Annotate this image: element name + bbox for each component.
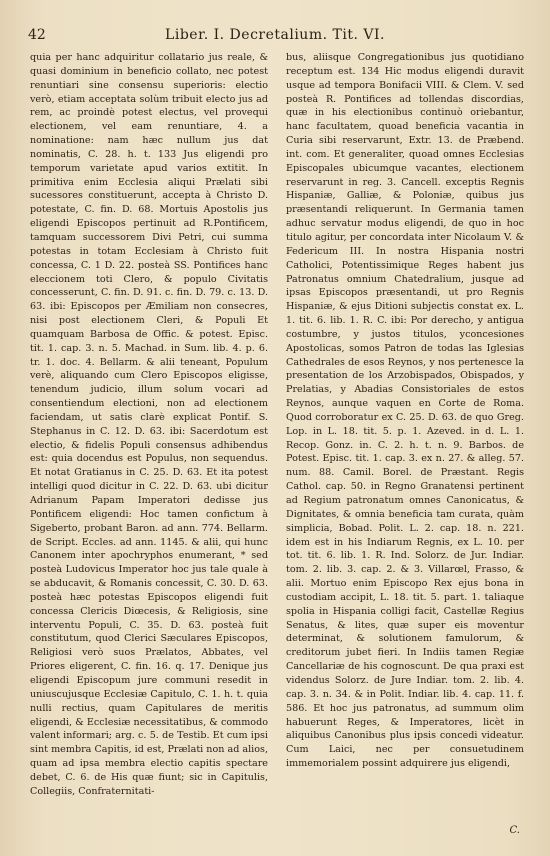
catchword: C. (509, 825, 520, 836)
left-column-text: quia per hanc adquiritur collatario jus reale, & quasi dominium in beneficio collato, nec potest renuntiari sine consensu superioris: electio verò, etiam acceptata solùm tribuit electo jus ad rem, ac proindè potest electus, vel provequi electionem, vel eam renuntiare, 4. a nominatione: nam hæc nullum jus dat nominatis, C. 28. h. t. 133 Jus eligendi pro temporum varietate apud varios extitit. In primitiva enim Ecclesia aliqui Prælati sibi sucessores constituerunt, accepta à Christo D. potestate, C. fin. D. 68. Mortuis Apostolis jus eligendi Episcopos pertinuit ad R.Pontificem, tamquam successorem Divi Petri, cui summa potestas in totam Ecclesiam à Christo fuit concessa, C. 1 D. 22. posteà SS. Pontifices hanc eleccionem toti Clero, & populo Civitatis concesserunt, C. fin. D. 91. c. fin. D. 79. c. 13. D. 63. ibi: Episcopos per Æmiliam non consecres, nisi post electionem Cleri, & Populi Et quamquam Barbosa de Offic. & potest. Episc. tit. 1. cap. 3. n. 5. Machad. in Sum. lib. 4. p. 6. tr. 1. doc. 4. Bellarm. & alii teneant, Populum verè, aliquando cum Clero Episcopos eligisse, tenendum judicio, illum solum vocari ad consentiendum electioni, non ad electionem faciendam, ut satis clarè explicat Pontif. S. Stephanus in C. 12. D. 63. ibi: Sacerdotum est electio, & fidelis Populi consensus adhibendus est: quia docendus est Populus, non sequendus. Et notat Gratianus in C. 25. D. 63. Et ita potest intelligi quod dicitur in C. 22. D. 63. ubi dicitur Adrianum Papam Imperatori dedisse jus Pontificem eligendi: Hoc tamen confictum à Sigeberto, probant Baron. ad ann. 774. Bellarm. de Script. Eccles. ad ann. 1145. & alii, qui hunc Canonem inter apochryphos enumerant, * sed posteà Ludovicus Imperator hoc jus tale quale à se abducavit, & Romanis concessit, C. 30. D. 63. posteà hæc potestas Episcopos eligendi fuit concessa Clericis Diœcesis, & Religiosis, sine interventu Populi, C. 35. D. 63. posteà fuit constitutum, quod Clerici Sæculares Episcopos, Religiosi verò suos Prælatos, Abbates, vel Priores eligerent, C. fin. 16. q. 17. Denique jus eligendi Episcopum jure communi resedit in uniuscujusque Ecclesiæ Capitulo, C. 1. h. t. quia nulli rectius, quam Capitulares de meritis eligendi, & Ecclesiæ necessitatibus, & commodo valent informari; arg. c. 5. de Testib. Et cum ipsi sint membra Capitis, id est, Prælati non ad alios, quam ad ipsa membra electio capitis spectare debet, C. 6. de His quæ fiunt; sic in Capitulis, Collegiis, Confraternitati- (30, 52, 268, 797)
left-column (30, 51, 268, 799)
right-column-text: bus, aliisque Congregationibus jus quotidiano receptum est. 134 Hic modus eligendi duravit usque ad tempora Bonifacii VIII. & Clem. V. sed posteà R. Pontifices ad tollendas discordias, quæ in his electionibus continuò oriebantur, hanc facultatem, quoad beneficia vacantia in Curia sibi reservarunt, Extr. 13. de Præbend. int. com. Et generaliter, quoad omnes Ecclesias Episcopales ubicumque vacantes, electionem reservarunt in reg. 3. Cancell. exceptis Regnis Hispaniæ, Galliæ, & Poloniæ, quibus jus præsentandi reliquerunt. In Germania tamen adhuc servatur modus eligendi, de quo in hoc titulo agitur, per concordata inter Nicolaum V. & Federicum III. In nostra Hispania nostri Catholici, Potentissimique Reges habent jus Patronatus omnium Chatedralium, jusque ad ipsas Episcopos præsentandi, ut pro Regnis Hispaniæ, & ejus Ditioni subjectis constat ex. L. 1. tit. 6. lib. 1. R. C. ibi: Por derecho, y antigua costumbre, y justos titulos, yconcesiones Apostolicas, somos Patron de todas las Iglesias Cathedrales de esos Reynos, y nos pertenesce la presentation de los Arzobispados, Obispados, y Prelatias, y Abadias Consistoriales de estos Reynos, aunque vaquen en Corte de Roma. Quod corroboratur ex C. 25. D. 63. de quo Greg. Lop. in L. 18. tit. 5. p. 1. Azeved. in d. L. 1. Recop. Gonz. in. C. 2. h. t. n. 9. Barbos. de Potest. Episc. tit. 1. cap. 3. ex n. 27. & alleg. 57. num. 88. Camil. Borel. de Præstant. Regis Cathol. cap. 50. in Regno Granatensi pertinent ad Regium patronatum omnes Canonicatus, & Dignitates, & omnia beneficia tam curata, quàm simplicia, Bobad. Polit. L. 2. cap. 18. n. 221. idem est in his Indiarum Regnis, ex L. 10. per tot. tit. 6. lib. 1. R. Ind. Solorz. de Jur. Indiar. tom. 2. lib. 3. cap. 2. & 3. Villarœl, Frasso, & alii. Mortuo enim Episcopo Rex ejus bona in custodiam accipit, L. 18. tit. 5. part. 1. taliaque spolia in Hispania colligi facit, Castellæ Regius Senatus, & lites, quæ super eis moventur determinat, & solutionem famulorum, & creditorum jubet fieri. In Indiis tamen Regiæ Cancellariæ de his cognoscunt. De qua praxi est videndus Solorz. de Jure Indiar. tom. 2. lib. 4. cap. 3. n. 34. & in Polit. Indiar. lib. 4. cap. 11. f. 586. Et hoc jus patronatus, ad summum olim habuerunt Reges, & Imperatores, licèt in aliquibus Canonibus plus ipsis concedi videatur. Cum Laici, nec per consuetudinem immemorialem possint adquirere jus eligendi, (286, 52, 524, 770)
right-column (286, 51, 524, 771)
page-number: 42 (28, 27, 46, 43)
running-title: Liber. I. Decretalium. Tit. VI. (165, 27, 385, 43)
page-header (28, 27, 522, 47)
